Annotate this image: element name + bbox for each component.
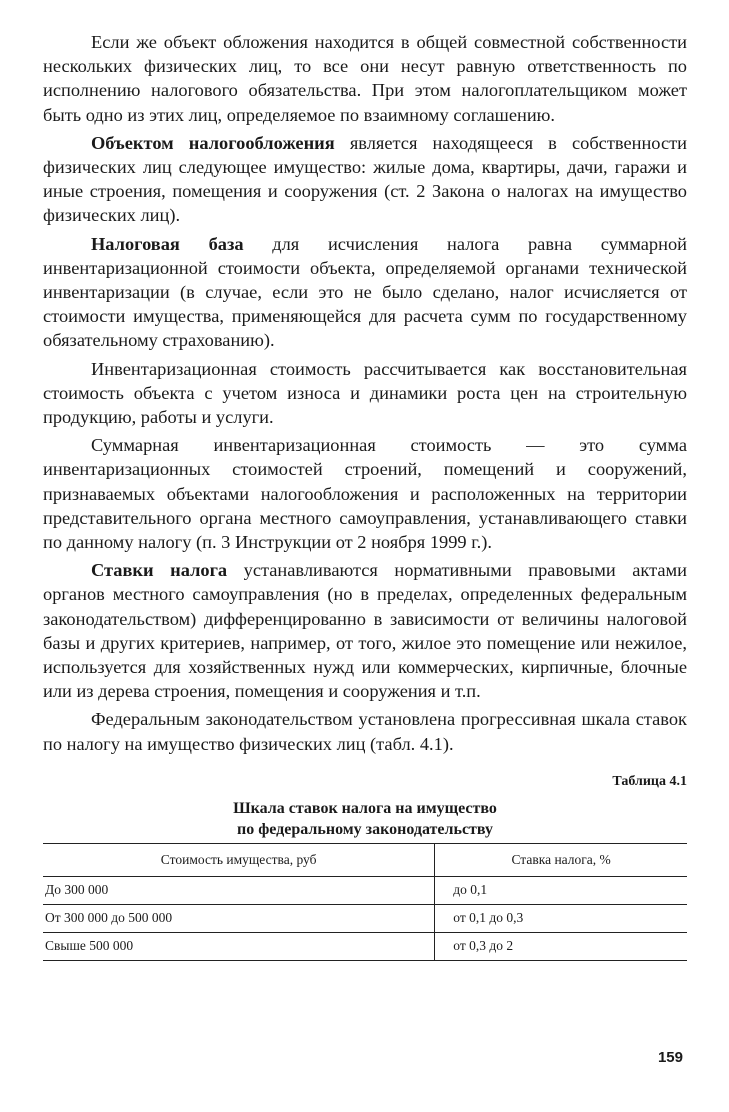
paragraph-4: Инвентаризационная стоимость рассчитывается как восстановительная стоимость объекта с учетом износа и динамики роста цен на строительную продукцию, работы и услуги. (43, 358, 687, 428)
cell-property-value: От 300 000 до 500 000 (43, 904, 435, 932)
cell-property-value: Свыше 500 000 (43, 932, 435, 960)
cell-tax-rate: до 0,1 (435, 876, 687, 904)
paragraph-2: Объектом налогообложения является находящееся в собственности физических лиц следующее имущество: жилые дома, квартиры, дачи, гаражи и иные строения, помещения и сооружения (ст. 2 Закона о налогах на имущество физических лиц). (43, 132, 687, 226)
header-tax-rate: Ставка налога, % (435, 843, 687, 876)
table-row (43, 876, 687, 904)
cell-tax-rate: от 0,3 до 2 (435, 932, 687, 960)
cell-tax-rate: от 0,1 до 0,3 (435, 904, 687, 932)
paragraph-7: Федеральным законодательством установлена прогрессивная шкала ставок по налогу на имущество физических лиц (табл. 4.1). (43, 709, 687, 754)
term-object: Объектом налогообложения (91, 132, 335, 153)
paragraph-5: Суммарная инвентаризационная стоимость — это сумма инвентаризационных стоимостей строений, помещений и сооружений, признаваемых объектами налогообложения и расположенных на территории представительного органа местного самоуправления, устанавливающего ставки по данному налогу (п. 3 Инструкции от 2 ноября 1999 г.). (43, 435, 687, 553)
term-tax-base: Налоговая база (91, 233, 244, 254)
table-row (43, 932, 687, 960)
tax-rate-table (43, 843, 687, 961)
table-header-row (43, 843, 687, 876)
cell-property-value: До 300 000 (43, 876, 435, 904)
table-title-line-2: по федеральному законодательству (237, 820, 493, 838)
table-number: Таблица 4.1 (612, 773, 687, 789)
term-tax-rates: Ставки налога (91, 560, 228, 581)
table-title-line-1: Шкала ставок налога на имущество (233, 799, 497, 817)
book-page (43, 30, 687, 961)
table-title (43, 798, 687, 840)
paragraph-1: Если же объект обложения находится в общей совместной собственности нескольких физических лиц, то все они несут равную ответственность по исполнению налогового обязательства. При этом налогоплательщиком может быть одно из этих лиц, определяемое по взаимному соглашению. (43, 32, 687, 125)
table-row (43, 904, 687, 932)
paragraph-6: Ставки налога устанавливаются нормативными правовыми актами органов местного самоуправления (но в пределах, определенных федеральным законодательством) дифференцированно в зависимости от величины налоговой базы и других критериев, например, от того, жилое это помещение или нежилое, используется для хозяйственных нужд или коммерческих, кирпичные, блочные или из дерева строения, помещения и сооружения и т.п. (43, 560, 687, 702)
header-property-value: Стоимость имущества, руб (43, 843, 435, 876)
paragraph-3: Налоговая база для исчисления налога равна суммарной инвентаризационной стоимости объекта, определяемой органами технической инвентаризации (в случае, если это не было сделано, налог исчисляется от стоимости имущества, применяющейся для расчета сумм по государственному обязательному страхованию). (43, 233, 687, 351)
page-number: 159 (657, 1049, 683, 1066)
